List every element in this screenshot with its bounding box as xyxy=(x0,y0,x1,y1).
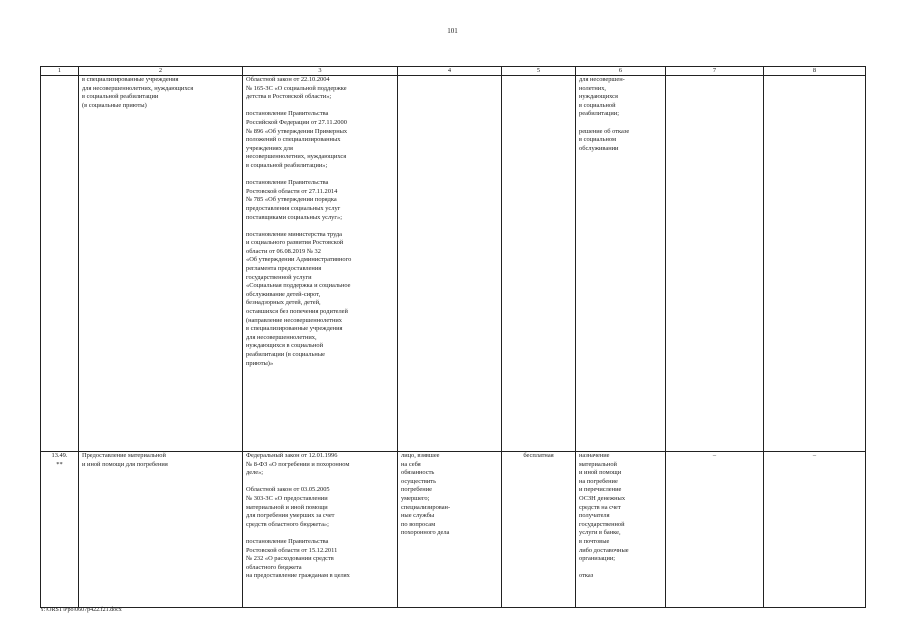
column-number: 2 xyxy=(79,67,243,76)
table-row xyxy=(41,76,866,452)
column-number: 3 xyxy=(243,67,398,76)
service-name-cell: Предоставление материальной и иной помощи для погребения xyxy=(79,452,243,608)
page-number: 101 xyxy=(447,27,458,35)
row-number-cell xyxy=(41,76,79,452)
column-number: 4 xyxy=(398,67,502,76)
result-cell: назначение материальной и иной помощи на погребение и перечисление ОСЗН денежных средств на счет получателя государственной услуги в банке, в почтовые либо доставочные организации; отказ xyxy=(576,452,666,608)
column-8-cell: – xyxy=(764,452,866,608)
payment-cell xyxy=(502,76,576,452)
column-7-cell: – xyxy=(666,452,764,608)
applicant-cell xyxy=(398,76,502,452)
column-number: 6 xyxy=(576,67,666,76)
payment-cell: бесплатная xyxy=(502,452,576,608)
document-table xyxy=(40,66,866,608)
service-name-cell: в специализированные учреждения для несовершеннолетних, нуждающихся в социальной реабилитации (в социальные приюты) xyxy=(79,76,243,452)
row-number-cell: 13.49. ** xyxy=(41,452,79,608)
column-number-row xyxy=(41,67,866,76)
file-path-footer: Y:\ORST\Ppo\0607p422.f21.docx xyxy=(40,607,122,613)
column-number: 8 xyxy=(764,67,866,76)
legal-basis-cell: Областной закон от 22.10.2004 № 165-ЗС «О социальной поддержке детства в Ростовской области»; постановление Правительства Российской Федерации от 27.11.2000 № 896 «Об утверждении Примерных положений о специализированных учреждениях для несовершеннолетних, нуждающихся в социальной реабилитации»; постановление Правительства Ростовской области от 27.11.2014 № 785 «Об утверждении порядка предоставления социальных услуг поставщиками социальных услуг»; постановление министерства труда и социального развития Ростовской области от 06.08.2019 № 32 «Об утверждении Административного регламента предоставления государственной услуги «Социальная поддержка и социальное обслуживание детей-сирот, безнадзорных детей, детей, оставшихся без попечения родителей (направление несовершеннолетних в специализированные учреждения для несовершеннолетних, нуждающихся в социальной реабилитации (в социальные приюты)» xyxy=(243,76,398,452)
column-8-cell xyxy=(764,76,866,452)
result-cell: для несовершен- нолетних, нуждающихся в социальной реабилитации; решение об отказе в социальном обслуживании xyxy=(576,76,666,452)
table-row xyxy=(41,452,866,608)
applicant-cell: лицо, взявшее на себя обязанность осуществить погребение умершего; специализирован- ные службы по вопросам похоронного дела xyxy=(398,452,502,608)
column-7-cell xyxy=(666,76,764,452)
legal-basis-cell: Федеральный закон от 12.01.1996 № 8-ФЗ «О погребении и похоронном деле»; Областной закон от 03.05.2005 № 303-ЗС «О предоставлении материальной и иной помощи для погребения умерших за счет средств областного бюджета»; постановление Правительства Ростовской области от 15.12.2011 № 232 «О расходовании средств областного бюджета на предоставление гражданам в целях xyxy=(243,452,398,608)
column-number: 5 xyxy=(502,67,576,76)
column-number: 7 xyxy=(666,67,764,76)
column-number: 1 xyxy=(41,67,79,76)
